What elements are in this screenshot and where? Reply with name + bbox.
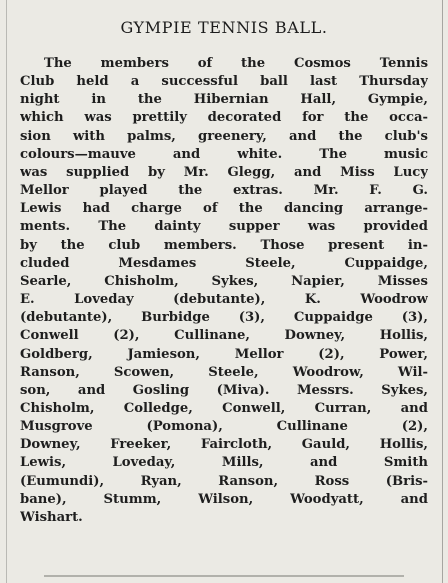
article-line: bane), Stumm, Wilson, Woodyatt, and [20,491,428,507]
article-body [20,55,428,527]
article-line: night in the Hibernian Hall, Gympie, [20,92,428,108]
article-line: sion with palms, greenery, and the club's [20,128,428,144]
article-line: Ranson, Scowen, Steele, Woodrow, Wil- [20,364,428,380]
article-line: which was prettily decorated for the occa- [20,110,428,126]
article-line: Goldberg, Jamieson, Mellor (2), Power, [20,346,428,362]
article-line: ments. The dainty supper was provided [20,219,428,235]
article-line: Downey, Freeker, Faircloth, Gauld, Hollis, [20,437,428,453]
bottom-divider-rule [44,575,404,577]
article-line: Chisholm, Colledge, Conwell, Curran, and [20,400,428,416]
article-line: Wishart. [20,509,83,525]
article-headline: GYMPIE TENNIS BALL. [120,18,328,37]
article-line: The members of the Cosmos Tennis [44,56,428,71]
article-line: Lewis had charge of the dancing arrange- [20,201,428,217]
article-line: Club held a successful ball last Thursday [20,74,428,90]
article-line: Lewis, Loveday, Mills, and Smith [20,455,428,471]
article-line: Conwell (2), Cullinane, Downey, Hollis, [20,328,428,344]
right-column-rule [442,0,443,583]
article-line: was supplied by Mr. Glegg, and Miss Lucy [20,164,428,180]
article-line: Mellor played the extras. Mr. F. G. [20,183,428,199]
article-line: (Eumundi), Ryan, Ranson, Ross (Bris- [20,473,428,489]
article-line: E. Loveday (debutante), K. Woodrow [20,292,428,308]
article-line: Musgrove (Pomona), Cullinane (2), [20,419,428,435]
article-line: (debutante), Burbidge (3), Cuppaidge (3), [20,310,428,326]
article-line: cluded Mesdames Steele, Cuppaidge, [20,255,428,271]
left-column-rule [6,0,7,583]
article-line: colours—mauve and white. The music [20,146,428,162]
article-line: Searle, Chisholm, Sykes, Napier, Misses [20,273,428,289]
article-line: by the club members. Those present in- [20,237,428,253]
article-line: son, and Gosling (Miva). Messrs. Sykes, [20,382,428,398]
